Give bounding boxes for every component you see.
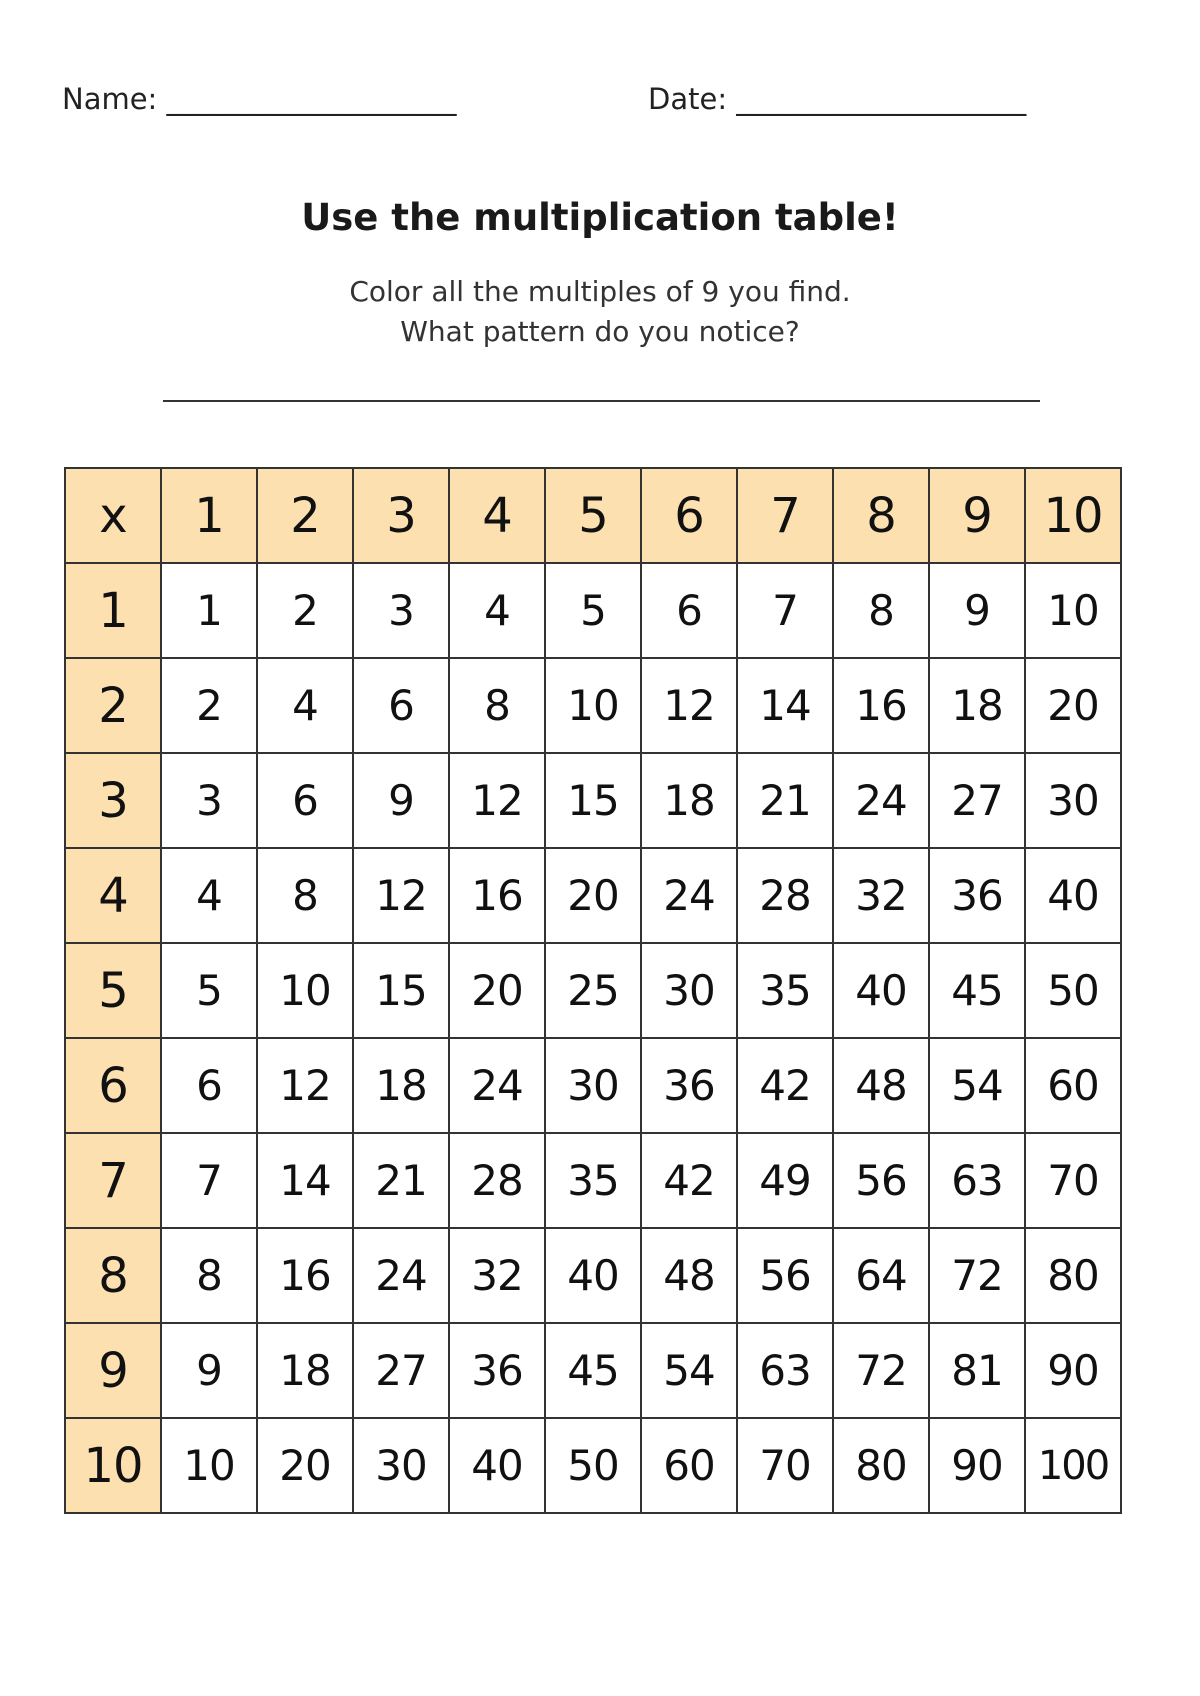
table-row bbox=[65, 658, 1121, 753]
table-cell[interactable]: 72 bbox=[833, 1323, 929, 1418]
table-cell[interactable]: 18 bbox=[641, 753, 737, 848]
row-header: 2 bbox=[65, 658, 161, 753]
table-cell[interactable]: 9 bbox=[929, 563, 1025, 658]
table-cell[interactable]: 6 bbox=[353, 658, 449, 753]
table-cell[interactable]: 40 bbox=[449, 1418, 545, 1513]
table-row bbox=[65, 848, 1121, 943]
table-cell[interactable]: 42 bbox=[641, 1133, 737, 1228]
column-header: 3 bbox=[353, 468, 449, 563]
table-cell[interactable]: 50 bbox=[545, 1418, 641, 1513]
table-cell[interactable]: 10 bbox=[545, 658, 641, 753]
table-cell[interactable]: 12 bbox=[449, 753, 545, 848]
table-cell[interactable]: 27 bbox=[929, 753, 1025, 848]
table-cell[interactable]: 48 bbox=[641, 1228, 737, 1323]
column-header: 4 bbox=[449, 468, 545, 563]
table-cell[interactable]: 25 bbox=[545, 943, 641, 1038]
table-cell[interactable]: 30 bbox=[1025, 753, 1121, 848]
table-cell[interactable]: 7 bbox=[161, 1133, 257, 1228]
table-cell[interactable]: 40 bbox=[1025, 848, 1121, 943]
row-header: 6 bbox=[65, 1038, 161, 1133]
table-cell[interactable]: 9 bbox=[161, 1323, 257, 1418]
table-cell[interactable]: 49 bbox=[737, 1133, 833, 1228]
table-cell[interactable]: 10 bbox=[1025, 563, 1121, 658]
table-cell[interactable]: 72 bbox=[929, 1228, 1025, 1323]
table-cell[interactable]: 7 bbox=[737, 563, 833, 658]
table-cell[interactable]: 4 bbox=[449, 563, 545, 658]
table-cell[interactable]: 8 bbox=[833, 563, 929, 658]
table-row bbox=[65, 1228, 1121, 1323]
table-cell[interactable]: 30 bbox=[353, 1418, 449, 1513]
table-cell[interactable]: 20 bbox=[545, 848, 641, 943]
table-row bbox=[65, 563, 1121, 658]
instructions bbox=[0, 272, 1200, 352]
instruction-line-2: What pattern do you notice? bbox=[400, 315, 800, 348]
table-row bbox=[65, 1133, 1121, 1228]
instruction-line-1: Color all the multiples of 9 you find. bbox=[349, 275, 851, 308]
table-cell[interactable]: 64 bbox=[833, 1228, 929, 1323]
table-cell[interactable]: 21 bbox=[353, 1133, 449, 1228]
table-cell[interactable]: 54 bbox=[929, 1038, 1025, 1133]
table-cell[interactable]: 45 bbox=[929, 943, 1025, 1038]
table-cell[interactable]: 36 bbox=[929, 848, 1025, 943]
table-cell[interactable]: 50 bbox=[1025, 943, 1121, 1038]
name-field[interactable]: Name: ____________________ bbox=[62, 82, 457, 116]
table-cell[interactable]: 5 bbox=[161, 943, 257, 1038]
table-cell[interactable]: 32 bbox=[833, 848, 929, 943]
table-cell[interactable]: 4 bbox=[257, 658, 353, 753]
table-cell[interactable]: 36 bbox=[449, 1323, 545, 1418]
row-header: 1 bbox=[65, 563, 161, 658]
table-cell[interactable]: 12 bbox=[257, 1038, 353, 1133]
column-header: 1 bbox=[161, 468, 257, 563]
table-cell[interactable]: 81 bbox=[929, 1323, 1025, 1418]
table-cell[interactable]: 15 bbox=[545, 753, 641, 848]
column-header: 2 bbox=[257, 468, 353, 563]
table-cell[interactable]: 1 bbox=[161, 563, 257, 658]
row-header: 5 bbox=[65, 943, 161, 1038]
table-cell[interactable]: 80 bbox=[1025, 1228, 1121, 1323]
row-header: 4 bbox=[65, 848, 161, 943]
table-cell[interactable]: 14 bbox=[257, 1133, 353, 1228]
table-cell[interactable]: 8 bbox=[449, 658, 545, 753]
table-cell[interactable]: 90 bbox=[929, 1418, 1025, 1513]
table-cell[interactable]: 24 bbox=[641, 848, 737, 943]
table-cell[interactable]: 8 bbox=[257, 848, 353, 943]
table-cell[interactable]: 5 bbox=[545, 563, 641, 658]
table-cell[interactable]: 40 bbox=[833, 943, 929, 1038]
table-cell[interactable]: 35 bbox=[737, 943, 833, 1038]
column-header: 9 bbox=[929, 468, 1025, 563]
row-header: 7 bbox=[65, 1133, 161, 1228]
row-header: 9 bbox=[65, 1323, 161, 1418]
table-header-row bbox=[65, 468, 1121, 563]
table-cell[interactable]: 60 bbox=[1025, 1038, 1121, 1133]
table-cell[interactable]: 20 bbox=[449, 943, 545, 1038]
table-row bbox=[65, 1038, 1121, 1133]
table-cell[interactable]: 3 bbox=[353, 563, 449, 658]
table-row bbox=[65, 1323, 1121, 1418]
table-row bbox=[65, 1418, 1121, 1513]
table-cell[interactable]: 80 bbox=[833, 1418, 929, 1513]
table-cell[interactable]: 2 bbox=[161, 658, 257, 753]
table-cell[interactable]: 21 bbox=[737, 753, 833, 848]
table-cell[interactable]: 24 bbox=[353, 1228, 449, 1323]
table-cell[interactable]: 42 bbox=[737, 1038, 833, 1133]
table-cell[interactable]: 60 bbox=[641, 1418, 737, 1513]
table-cell[interactable]: 48 bbox=[833, 1038, 929, 1133]
table-cell[interactable]: 9 bbox=[353, 753, 449, 848]
table-row bbox=[65, 943, 1121, 1038]
table-cell[interactable]: 28 bbox=[737, 848, 833, 943]
table-cell[interactable]: 27 bbox=[353, 1323, 449, 1418]
column-header: 5 bbox=[545, 468, 641, 563]
table-cell[interactable]: 30 bbox=[545, 1038, 641, 1133]
column-header: 7 bbox=[737, 468, 833, 563]
row-header: 8 bbox=[65, 1228, 161, 1323]
table-cell[interactable]: 63 bbox=[929, 1133, 1025, 1228]
row-header: 10 bbox=[65, 1418, 161, 1513]
answer-line[interactable] bbox=[163, 400, 1040, 402]
corner-cell: x bbox=[65, 468, 161, 563]
table-cell[interactable]: 40 bbox=[545, 1228, 641, 1323]
table-cell[interactable]: 16 bbox=[449, 848, 545, 943]
table-cell[interactable]: 24 bbox=[833, 753, 929, 848]
table-cell[interactable]: 90 bbox=[1025, 1323, 1121, 1418]
table-cell[interactable]: 6 bbox=[641, 563, 737, 658]
table-cell[interactable]: 35 bbox=[545, 1133, 641, 1228]
table-cell[interactable]: 54 bbox=[641, 1323, 737, 1418]
table-cell[interactable]: 63 bbox=[737, 1323, 833, 1418]
table-cell[interactable]: 18 bbox=[353, 1038, 449, 1133]
table-cell[interactable]: 20 bbox=[257, 1418, 353, 1513]
table-cell[interactable]: 20 bbox=[1025, 658, 1121, 753]
table-cell[interactable]: 3 bbox=[161, 753, 257, 848]
multiplication-table bbox=[64, 467, 1122, 1514]
table-cell[interactable]: 18 bbox=[929, 658, 1025, 753]
table-cell[interactable]: 16 bbox=[257, 1228, 353, 1323]
table-cell[interactable]: 30 bbox=[641, 943, 737, 1038]
table-cell[interactable]: 16 bbox=[833, 658, 929, 753]
table-cell[interactable]: 6 bbox=[257, 753, 353, 848]
table-cell[interactable]: 32 bbox=[449, 1228, 545, 1323]
table-cell[interactable]: 10 bbox=[257, 943, 353, 1038]
table-cell[interactable]: 36 bbox=[641, 1038, 737, 1133]
table-cell[interactable]: 14 bbox=[737, 658, 833, 753]
table-cell[interactable]: 70 bbox=[737, 1418, 833, 1513]
table-cell[interactable]: 4 bbox=[161, 848, 257, 943]
table-cell[interactable]: 8 bbox=[161, 1228, 257, 1323]
table-cell[interactable]: 45 bbox=[545, 1323, 641, 1418]
table-cell[interactable]: 2 bbox=[257, 563, 353, 658]
table-cell[interactable]: 56 bbox=[737, 1228, 833, 1323]
date-field[interactable]: Date: ____________________ bbox=[648, 82, 1027, 116]
table-cell[interactable]: 12 bbox=[641, 658, 737, 753]
column-header: 6 bbox=[641, 468, 737, 563]
column-header: 8 bbox=[833, 468, 929, 563]
worksheet-title: Use the multiplication table! bbox=[301, 196, 899, 239]
row-header: 3 bbox=[65, 753, 161, 848]
table-cell[interactable]: 6 bbox=[161, 1038, 257, 1133]
table-cell[interactable]: 28 bbox=[449, 1133, 545, 1228]
table-cell[interactable]: 24 bbox=[449, 1038, 545, 1133]
table-cell[interactable]: 12 bbox=[353, 848, 449, 943]
column-header: 10 bbox=[1025, 468, 1121, 563]
table-row bbox=[65, 753, 1121, 848]
table-cell[interactable]: 70 bbox=[1025, 1133, 1121, 1228]
table-cell[interactable]: 15 bbox=[353, 943, 449, 1038]
table-cell[interactable]: 56 bbox=[833, 1133, 929, 1228]
table-cell[interactable]: 18 bbox=[257, 1323, 353, 1418]
table-cell[interactable]: 100 bbox=[1025, 1418, 1121, 1513]
table-cell[interactable]: 10 bbox=[161, 1418, 257, 1513]
